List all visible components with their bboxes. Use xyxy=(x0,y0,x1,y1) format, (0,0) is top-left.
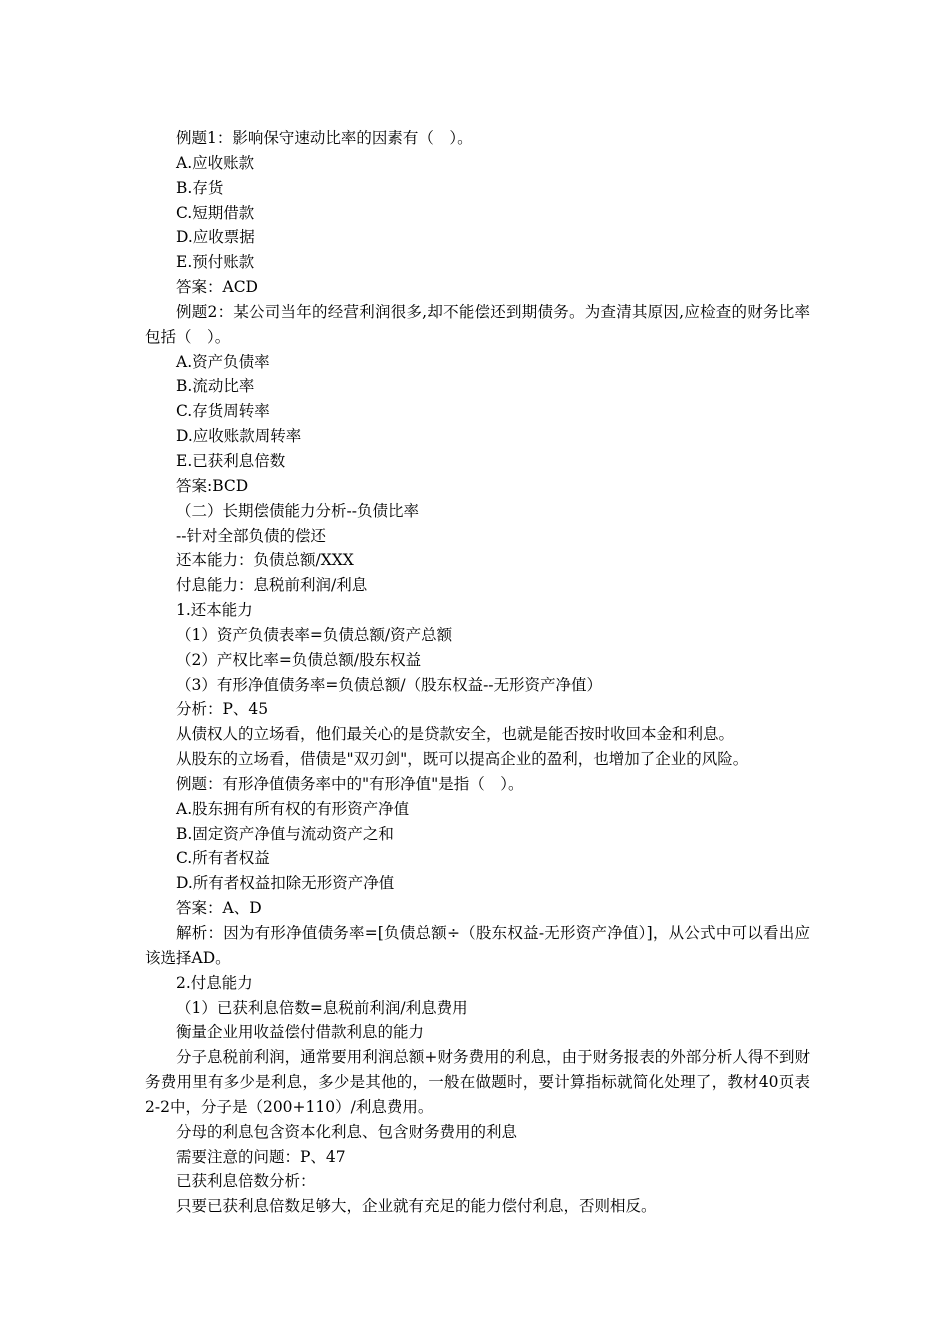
subsection-heading: 2.付息能力 xyxy=(176,973,253,992)
paragraph: 从债权人的立场看，他们最关心的是贷款安全，也就是能否按时收回本金和利息。 xyxy=(176,725,735,744)
paragraph: 只要已获利息倍数足够大，企业就有充足的能力偿付利息，否则相反。 xyxy=(176,1197,657,1216)
example-1-option-d: D.应收票据 xyxy=(176,228,255,247)
example-1-question: 例题1：影响保守速动比率的因素有（ ）。 xyxy=(176,129,473,147)
paragraph: --针对全部负债的偿还 xyxy=(176,526,326,545)
example-2-option-b: B.流动比率 xyxy=(176,377,255,396)
example-3-option-b: B.固定资产净值与流动资产之和 xyxy=(176,824,394,843)
paragraph: 从股东的立场看，借债是"双刃剑"，既可以提高企业的盈利，也增加了企业的风险。 xyxy=(176,750,749,769)
example-3-option-c: C.所有者权益 xyxy=(176,849,270,868)
formula-line: （1）资产负债表率=负债总额/资产总额 xyxy=(176,625,453,644)
paragraph: 分子息税前利润，通常要用利润总额+财务费用的利息，由于财务报表的外部分析人得不到财务费用里有多少是利息，多少是其他的，一般在做题时，要计算指标就简化处理了，教材40页表2-2中，分子是（200+110）/利息费用。 xyxy=(145,1048,810,1116)
paragraph: 还本能力：负债总额/XXX xyxy=(176,551,354,570)
paragraph: 付息能力：息税前利润/利息 xyxy=(176,576,368,595)
example-1-option-a: A.应收账款 xyxy=(176,153,255,172)
example-2-question: 例题2：某公司当年的经营利润很多,却不能偿还到期债务。为查清其原因,应检查的财务比率包括（ ）。 xyxy=(145,302,810,346)
example-3-answer: 答案：A、D xyxy=(176,899,262,918)
example-1-answer: 答案：ACD xyxy=(176,278,258,297)
formula-line: （3）有形净值债务率=负债总额/（股东权益--无形资产净值） xyxy=(176,675,603,694)
example-1-option-e: E.预付账款 xyxy=(176,253,255,272)
example-2-option-e: E.已获利息倍数 xyxy=(176,451,286,470)
example-2-option-c: C.存货周转率 xyxy=(176,402,270,421)
formula-line: （2）产权比率=负债总额/股东权益 xyxy=(176,650,422,669)
example-3-option-d: D.所有者权益扣除无形资产净值 xyxy=(176,874,395,893)
subsection-heading: 1.还本能力 xyxy=(176,601,253,620)
paragraph: 需要注意的问题：P、47 xyxy=(176,1147,346,1166)
example-2-option-d: D.应收账款周转率 xyxy=(176,427,302,446)
example-1-option-b: B.存货 xyxy=(176,178,224,197)
paragraph: 分析：P、45 xyxy=(176,700,269,719)
example-1-option-c: C.短期借款 xyxy=(176,203,255,222)
example-2-option-a: A.资产负债率 xyxy=(176,352,270,371)
paragraph: 分母的利息包含资本化利息、包含财务费用的利息 xyxy=(176,1122,518,1141)
section-heading: （二）长期偿债能力分析--负债比率 xyxy=(176,501,419,520)
paragraph: 已获利息倍数分析： xyxy=(176,1172,316,1191)
example-3-question: 例题：有形净值债务率中的"有形净值"是指（ ）。 xyxy=(176,774,524,793)
example-2-answer: 答案:BCD xyxy=(176,476,249,495)
example-3-option-a: A.股东拥有所有权的有形资产净值 xyxy=(176,799,410,818)
document-body xyxy=(145,126,810,1219)
paragraph: 衡量企业用收益偿付借款利息的能力 xyxy=(176,1023,425,1042)
formula-line: （1）已获利息倍数=息税前利润/利息费用 xyxy=(176,998,468,1017)
example-3-explanation: 解析：因为有形净值债务率=[负债总额÷（股东权益-无形资产净值）]，从公式中可以看出应该选择AD。 xyxy=(145,924,810,967)
